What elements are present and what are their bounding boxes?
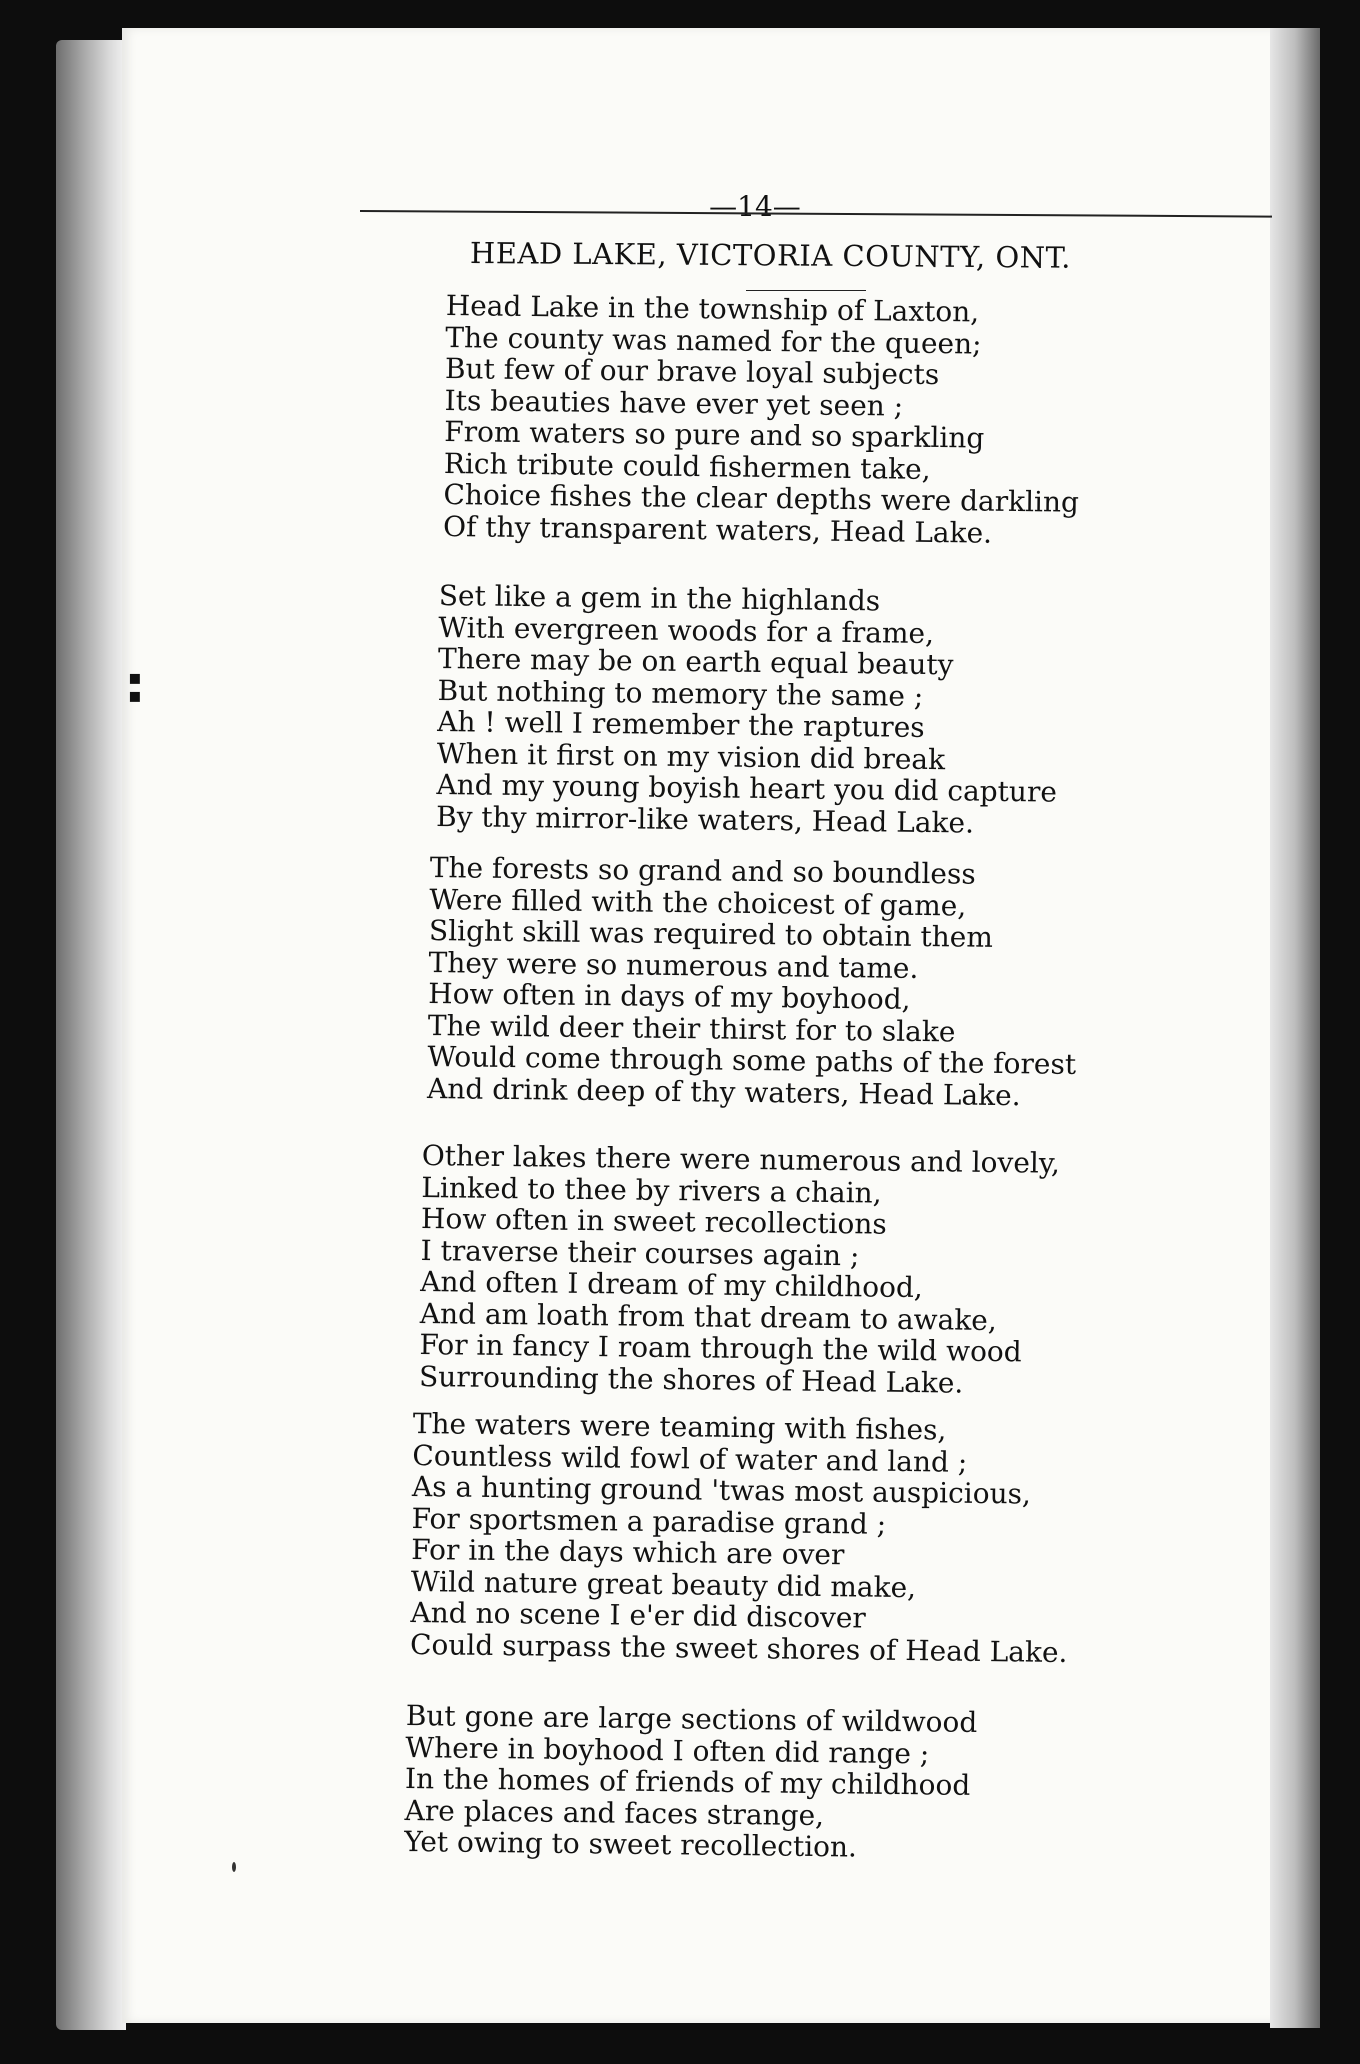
poem-line: How often in sweet recollections (420, 1201, 887, 1241)
poem-line: And drink deep of thy waters, Head Lake. (426, 1071, 1021, 1112)
poem-title: HEAD LAKE, VICTORIA COUNTY, ONT. (469, 236, 1072, 275)
poem-line: Rich tribute could fishermen take, (443, 446, 931, 486)
scan-speck (232, 1862, 236, 1872)
poem-line: And my young boyish heart you did capture (436, 767, 1058, 809)
poem-line: But gone are large sections of wildwood (405, 1699, 978, 1739)
poem-line: How often in days of my boyhood, (428, 976, 911, 1016)
poem-line: But nothing to memory the same ; (437, 673, 924, 713)
poem-line: The waters were teaming with fishes, (412, 1407, 947, 1447)
poem-line: By thy mirror-like waters, Head Lake. (435, 799, 975, 840)
poem-line: For in the days which are over (411, 1532, 845, 1572)
poem-line: I traverse their courses again ; (420, 1233, 860, 1272)
stanza-1 (443, 290, 1082, 550)
poem-line: Slight skill was required to obtain them (428, 913, 994, 954)
poem-line: They were so numerous and tame. (428, 945, 919, 985)
poem-line: Where in boyhood I often did range ; (405, 1730, 930, 1770)
poem-line: And am loath from that dream to awake, (419, 1296, 997, 1337)
stanza-2 (436, 580, 1060, 840)
poem-line: Of thy transparent waters, Head Lake. (442, 509, 993, 550)
poem-line: And often I dream of my childhood, (420, 1264, 923, 1305)
stanza-6 (404, 1700, 977, 1864)
poem-line: Linked to thee by rivers a chain, (421, 1170, 882, 1210)
poem-line: The county was named for the queen; (445, 320, 982, 361)
poem-line: Choice fishes the clear depths were darkling (443, 477, 1080, 519)
poem-line: Were filled with the choicest of game, (429, 882, 967, 923)
poem-line: Surrounding the shores of Head Lake. (418, 1359, 964, 1400)
stanza-4 (419, 1140, 1060, 1400)
poem-line: For sportsmen a paradise grand ; (411, 1501, 887, 1541)
poem-line: Yet owing to sweet recollection. (404, 1824, 858, 1864)
poem-line: Are places and faces strange, (404, 1793, 825, 1832)
stanza-3 (427, 852, 1079, 1112)
poem-line: The forests so grand and so boundless (429, 851, 976, 891)
poem-line: From waters so pure and so sparkling (444, 414, 985, 455)
poem-line: But few of our brave loyal subjects (444, 351, 940, 392)
poem-line: Wild nature great beauty did make, (410, 1564, 917, 1604)
poem-line: With evergreen woods for a frame, (438, 610, 935, 650)
poem-line: As a hunting ground 'twas most auspicious, (411, 1469, 1032, 1511)
poem-line: When it first on my vision did break (436, 736, 946, 776)
stanza-5 (410, 1408, 1070, 1668)
poem-line: There may be on earth equal beauty (437, 641, 954, 682)
poem-line: Would come through some paths of the forest (427, 1039, 1077, 1081)
page-number: —14— (709, 190, 801, 223)
poem-line: Head Lake in the township of Laxton, (445, 289, 980, 329)
poem-line: Countless wild fowl of water and land ; (412, 1438, 968, 1479)
poem-line: And no scene I e'er did discover (410, 1595, 867, 1635)
poem-line: Could surpass the sweet shores of Head Lake. (409, 1627, 1068, 1669)
poem-line: Ah ! well I remember the raptures (437, 704, 925, 744)
poem-line: The wild deer their thirst for to slake (427, 1008, 956, 1048)
poem-line: In the homes of friends of my childhood (404, 1761, 971, 1802)
poem-line: Set like a gem in the highlands (438, 579, 881, 618)
binding-stitch-marks: ▪ ▪ (128, 665, 142, 707)
poem-line: Its beauties have ever yet seen ; (444, 383, 904, 423)
poem-line: For in fancy I roam through the wild wood (419, 1327, 1022, 1369)
poem-line: Other lakes there were numerous and lovely, (421, 1139, 1061, 1180)
